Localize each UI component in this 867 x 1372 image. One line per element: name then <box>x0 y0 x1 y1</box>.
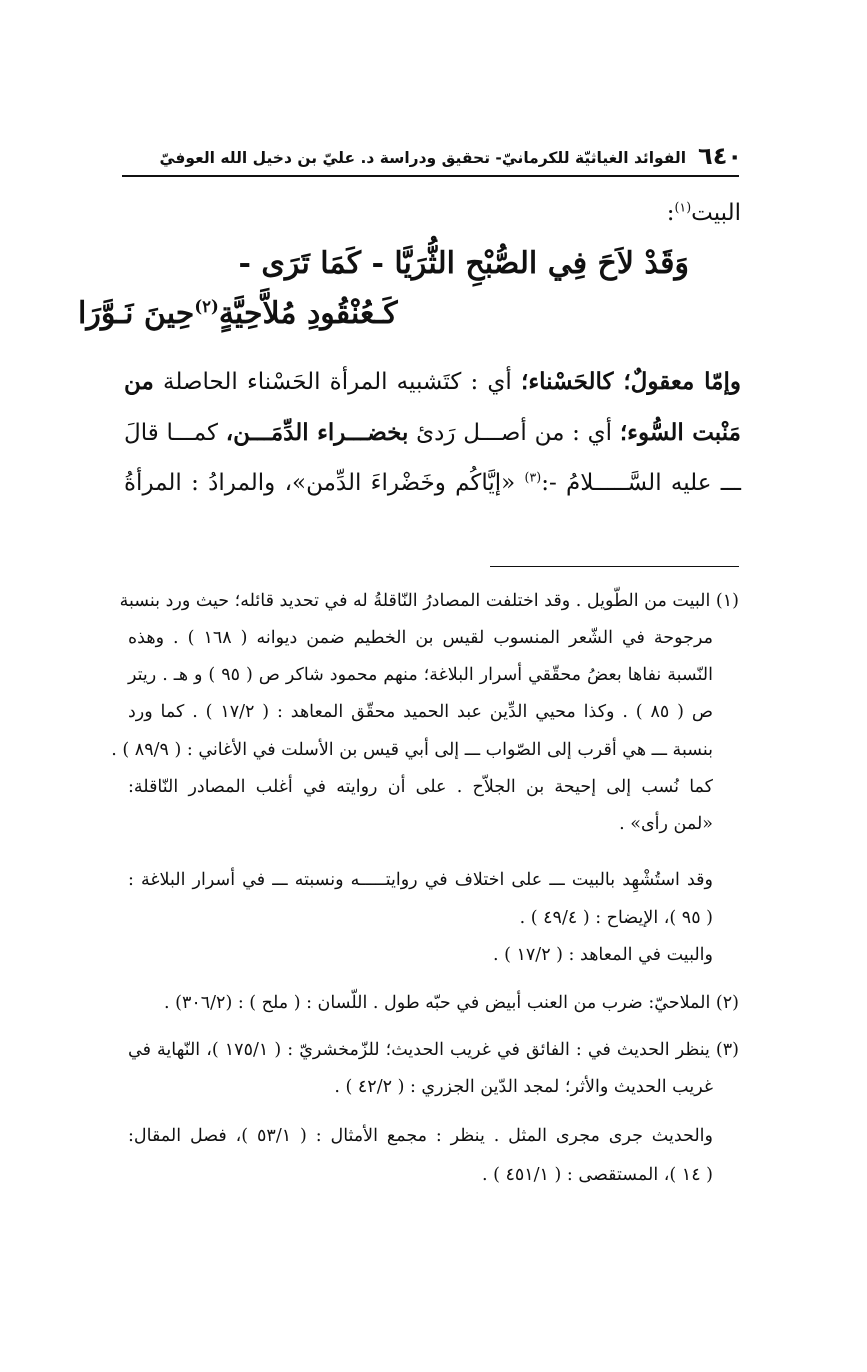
term-bold-4: بخضـــراء الدِّمَـــن، <box>225 419 409 446</box>
para-3-a: ـــ عليه السَّـــــلامُ -: <box>541 470 741 496</box>
term-bold-3: مَنْبت السُّوء؛ <box>619 419 742 446</box>
paragraph-line-2 <box>124 419 741 448</box>
verse-hemistich-1: وَقَدْ لاَحَ فِي الصُّبْحِ الثُّرَيَّا - كَمَا تَرَى - <box>238 246 689 281</box>
footnote-line: ص ( ٨٥ ) . وكذا محيي الدِّين عبد الحميد محقّق المعاهد : ( ١٧/٢ ) . كما ورد <box>128 702 713 722</box>
footnote-line: غريب الحديث والأثر؛ لمجد الدّين الجزري : ( ٤٢/٢ ) . <box>334 1077 713 1097</box>
footnote-line: كما نُسب إلى إحيحة بن الجلاّح . على أن روايته في أغلب المصادر النّاقلة: <box>128 777 713 797</box>
running-title: الفوائد الغياثيّة للكرمانيّ- تحقيق ودراسة د. عليّ بن دخيل الله العوفيّ <box>159 148 687 167</box>
footnote-line: النّسبة نفاها بعضُ محقّقي أسرار البلاغة؛ منهم محمود شاكر ص ( ٩٥ ) و هـ . ريتر <box>128 665 713 685</box>
term-bold-1: وإمّا معقولٌ؛ كالحَسْناء؛ <box>521 368 741 395</box>
footnote-line: (١) البيت من الطّويل . وقد اختلفت المصادرُ النّاقلةُ له في تحديد قائله؛ حيث ورد بنسبة <box>119 591 739 611</box>
para-3-b: «إيَّاكُم وخَضْراءَ الدِّمن»، والمرادُ : المرأةُ <box>124 470 525 496</box>
footnote-ref-3: (٣) <box>524 469 542 485</box>
footnote-line: ( ١٤ )، المستقصى : ( ٤٥١/١ ) . <box>481 1165 713 1185</box>
footnote-line: «لمن رأى» . <box>619 814 713 834</box>
verse-hemistich-2-a: كَـعُنْقُودِ مُلاَّحِيَّةٍ <box>218 296 398 331</box>
intro-word: البيت <box>691 200 741 226</box>
verse-hemistich-2 <box>78 296 398 332</box>
footnote-line: مرجوحة في الشّعر المنسوب لقيس بن الخطيم ضمن ديوانه ( ١٦٨ ) . وهذه <box>128 628 713 648</box>
footnote-line: (٢) الملاحيّ: ضرب من العنب أبيض في حبّه طول . اللّسان : ( ملح ) : (٣٠٦/٢) . <box>163 993 739 1013</box>
header-rule <box>122 175 739 177</box>
footnote-ref-1: (١) <box>674 199 692 215</box>
para-2-end: كمـــا قالَ <box>124 420 226 446</box>
footnote-line: ( ٩٥ )، الإيضاح : ( ٤٩/٤ ) . <box>519 908 713 928</box>
intro-line <box>667 200 741 228</box>
para-2-text: أي : من أصـــل رَدئ <box>408 420 620 446</box>
paragraph-line-1 <box>124 368 741 397</box>
footnote-line: والبيت في المعاهد : ( ١٧/٢ ) . <box>492 945 713 965</box>
footnote-separator <box>490 566 739 567</box>
footnote-line: بنسبة ـــ هي أقرب إلى الصّواب ـــ إلى أبي قيس بن الأسلت في الأغاني : ( ٨٩/٩ ) . <box>111 740 713 760</box>
para-1-text: أي : كتَشبيه المرأة الحَسْناء الحاصلة <box>153 369 522 395</box>
paragraph-line-3 <box>124 470 741 498</box>
footnote-ref-2: (٢) <box>194 297 219 316</box>
footnote-line: (٣) ينظر الحديث في : الفائق في غريب الحديث؛ للزّمخشريّ : ( ١٧٥/١ )، النّهاية في <box>128 1040 739 1060</box>
term-bold-2: من <box>124 368 154 395</box>
page-number: ٦٤٠ <box>698 142 742 170</box>
verse-hemistich-2-b: حِينَ نَـوَّرَا <box>78 296 195 331</box>
running-header <box>125 132 742 168</box>
footnote-line: وقد استُشْهِد بالبيت ـــ على اختلاف في روايتـــــه ونسبته ـــ في أسرار البلاغة : <box>128 870 713 890</box>
intro-colon: : <box>666 200 675 226</box>
footnote-line: والحديث جرى مجرى المثل . ينظر : مجمع الأمثال : ( ٥٣/١ )، فصل المقال: <box>128 1126 713 1146</box>
